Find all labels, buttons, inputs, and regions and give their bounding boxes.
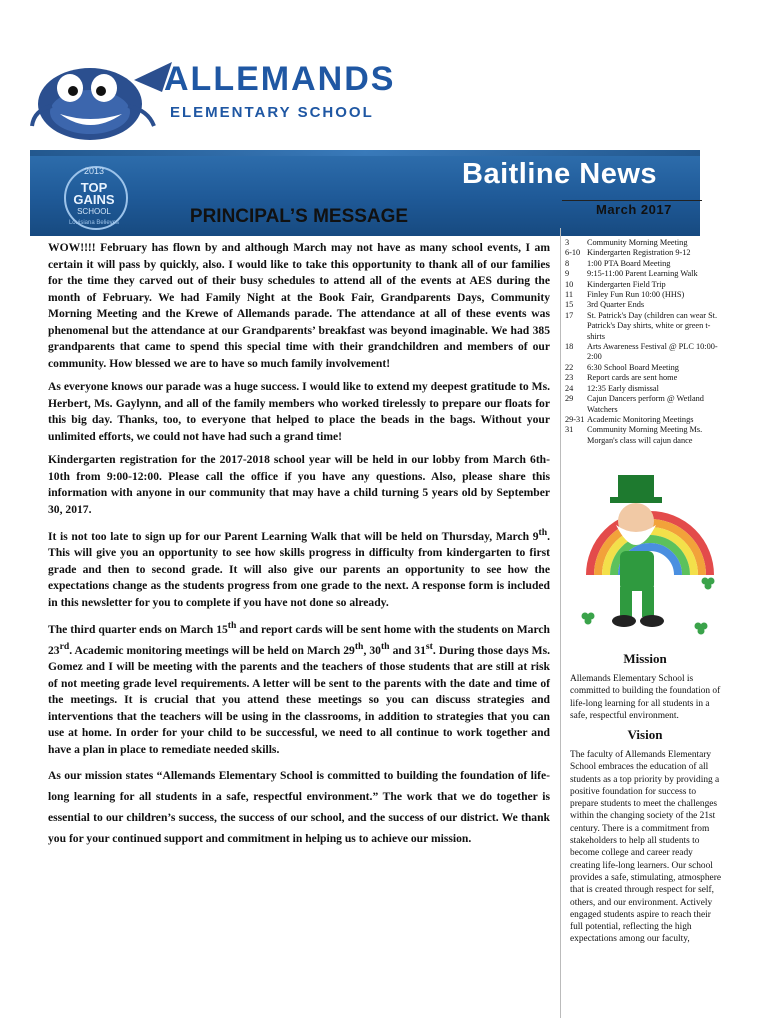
mission-text: Allemands Elementary School is committed to building the foundation of life-long learning for all students in a safe, respectful environment. xyxy=(570,674,721,721)
event-day: 15 xyxy=(565,300,574,310)
event-text: Community Morning Meeting Ms. Morgan's class will cajun dance xyxy=(587,425,703,445)
paragraph-mission-quote: As our mission states “Allemands Elementary School is committed to building the foundation of life-long learning for all students in a safe, respectful environment.” The work that we do together is essential to our children’s success, the success of our school, and the success of our district. We thank you for your continued support and commitment in helping us to achieve our mission. xyxy=(48,769,550,846)
text-run: It is not too late to sign up for our Parent Learning Walk that will be held on Thursday, March 9 xyxy=(48,529,539,543)
event-item xyxy=(565,311,725,342)
column-divider xyxy=(560,228,561,1018)
event-text: 12:35 Early dismissal xyxy=(587,383,659,393)
event-text: St. Patrick's Day (children can wear St. Patrick's Day shirts, white or green t-shirts xyxy=(587,310,718,341)
superscript: th xyxy=(354,640,364,652)
badge-year: 2013 xyxy=(83,166,105,176)
paragraph: Kindergarten registration for the 2017-2018 school year will be held in our lobby from March 6th-10th from 9:00-12:00. Please call the office if you have any questions. Also, please share this information with anyone in our community that may have a child turning 5 years old by September 30, 2017. xyxy=(48,453,550,516)
event-text: Finley Fun Run 10:00 (HHS) xyxy=(587,290,685,300)
shamrock-icon xyxy=(700,575,716,591)
badge-school: SCHOOL xyxy=(77,207,111,216)
newsletter-title: Baitline News xyxy=(462,158,658,190)
text-run: . During those days Ms. Gomez and I will be meeting with the parents and the teachers of those students that are still at risk of not meeting grade level requirements. A letter will be sent to the parents with the date and time of the meetings. It is crucial that you attend these meetings so you can discuss strategies and interventions that the teachers will be using in the classrooms, in addition to strategies that you can use at home. In order for your child to be successful, we need to all continue to work together and have a plan in place to remediate needed skills. xyxy=(48,643,550,756)
mission-heading: Mission xyxy=(623,651,667,666)
badge-title-line2: GAINS xyxy=(73,192,115,207)
event-text: Academic Monitoring Meetings xyxy=(587,414,694,424)
catfish-mascot-icon xyxy=(30,40,180,150)
event-text: Arts Awareness Festival @ PLC 10:00-2:00 xyxy=(587,342,718,362)
badge-title-line1: TOP xyxy=(80,180,108,195)
event-day: 24 xyxy=(565,383,574,393)
text-run: and 31 xyxy=(389,643,426,657)
event-item xyxy=(565,394,725,415)
event-day: 18 xyxy=(565,342,574,352)
event-item xyxy=(565,342,725,363)
event-item xyxy=(565,373,725,383)
text-run: . Academic monitoring meetings will be held on March 29 xyxy=(69,643,355,657)
event-item xyxy=(565,425,725,446)
event-item xyxy=(565,415,725,425)
event-day: 29-31 xyxy=(565,414,585,424)
superscript: th xyxy=(227,620,237,632)
event-item xyxy=(565,290,725,300)
superscript: th xyxy=(380,640,390,652)
paragraph-third-quarter xyxy=(48,618,550,758)
events-calendar xyxy=(565,238,725,446)
event-text: 6:30 School Board Meeting xyxy=(587,362,679,372)
event-item xyxy=(565,363,725,373)
principal-heading: PRINCIPAL’S MESSAGE xyxy=(189,206,409,227)
event-text: 1:00 PTA Board Meeting xyxy=(587,258,671,268)
event-day: 6-10 xyxy=(565,248,581,258)
event-item xyxy=(565,280,725,290)
text-run: . This will give you an opportunity to see how skills progress in difficulty from kindergarten to first grade and then to second grade. It will also give our parents an opportunity to see how the expectations change as the students progress from one grade to the next. A response form is included in this newsletter for you to complete if you have not done so already. xyxy=(48,529,550,609)
event-item xyxy=(565,248,725,258)
event-text: Community Morning Meeting xyxy=(587,238,688,247)
superscript: st xyxy=(425,640,433,652)
event-day: 29 xyxy=(565,394,574,404)
text-run: and report cards will be sent home with the students on March 23 xyxy=(48,623,550,657)
event-text: Report cards are sent home xyxy=(587,373,678,383)
vision-heading: Vision xyxy=(627,727,663,742)
date-underline xyxy=(562,200,702,201)
event-day: 31 xyxy=(565,425,574,435)
shamrock-icon xyxy=(580,610,596,626)
vision-text: The faculty of Allemands Elementary School embraces the education of all students as a top priority by providing a positive foundation for success to prepare students to meet the challenges within the changing society of the 21st century. There is a commitment from stakeholders to help all students to become college and career ready creating life-long learners. Our school provides a safe, stimulating, atmosphere that is created through respect for self, others, and our environment. Actively engaged students aspire to reach their full potential, reflecting the high expectations among our faculty, xyxy=(570,750,722,945)
school-brand xyxy=(164,60,424,130)
event-item xyxy=(565,238,725,248)
event-day: 23 xyxy=(565,373,574,383)
event-text: Kindergarten Registration 9-12 xyxy=(587,248,691,258)
event-day: 22 xyxy=(565,362,574,372)
event-day: 8 xyxy=(565,258,570,268)
event-item xyxy=(565,300,725,310)
event-day: 9 xyxy=(565,269,570,279)
shamrock-icon xyxy=(693,620,709,636)
event-day: 11 xyxy=(565,290,573,300)
paragraph: As everyone knows our parade was a huge success. I would like to extend my deepest gratitude to Ms. Herbert, Ms. Gaylynn, and all of the family members who worked tirelessly to prepare our floats for this big day. Thanks, too, to everyone that helped to place the beads in the bags. Without your unlimited efforts, we could not have had such a grand time! xyxy=(48,380,550,443)
brand-subtitle: ELEMENTARY SCHOOL xyxy=(170,104,374,121)
text-run: , 30 xyxy=(363,643,381,657)
leprechaun-rainbow-illustration xyxy=(570,455,720,635)
paragraph-learning-walk xyxy=(48,525,550,611)
event-text: 9:15-11:00 Parent Learning Walk xyxy=(587,269,698,279)
event-item xyxy=(565,259,725,269)
issue-date: March 2017 xyxy=(596,202,672,217)
event-text: Kindergarten Field Trip xyxy=(587,279,666,289)
event-day: 10 xyxy=(565,279,574,289)
event-text: Cajun Dancers perform @ Wetland Watchers xyxy=(587,394,704,414)
paragraph: WOW!!!! February has flown by and although March may not have as many school events, I am certain it will pass by quickly, also. I would like to take this opportunity to thank all of our families for the time they carved out of their busy schedules to attend all of the events at AES during the month of February. We had Family Night at the Book Fair, Grandparents Days, Community Morning Meeting and the Krewe of Allemands parade. The attendance at all of these events was phenomenal but the attendance at our Grandparents’ breakfast was beyond imaginable. We had 385 grandparents that came to spend this special time with their grandchildren and members of our community. How blessed we are to have so much family involvement! xyxy=(48,241,550,370)
event-day: 3 xyxy=(565,238,570,247)
superscript: rd xyxy=(59,640,70,652)
event-day: 17 xyxy=(565,310,574,320)
event-item xyxy=(565,384,725,394)
text-run: The third quarter ends on March 15 xyxy=(48,623,228,637)
event-text: 3rd Quarter Ends xyxy=(587,300,645,310)
badge-footer: Louisiana Believes xyxy=(68,220,120,226)
superscript: th xyxy=(538,527,548,538)
event-item xyxy=(565,269,725,279)
brand-name: ALLEMANDS xyxy=(164,60,396,98)
principal-message xyxy=(48,206,550,856)
badge-title xyxy=(48,182,140,206)
